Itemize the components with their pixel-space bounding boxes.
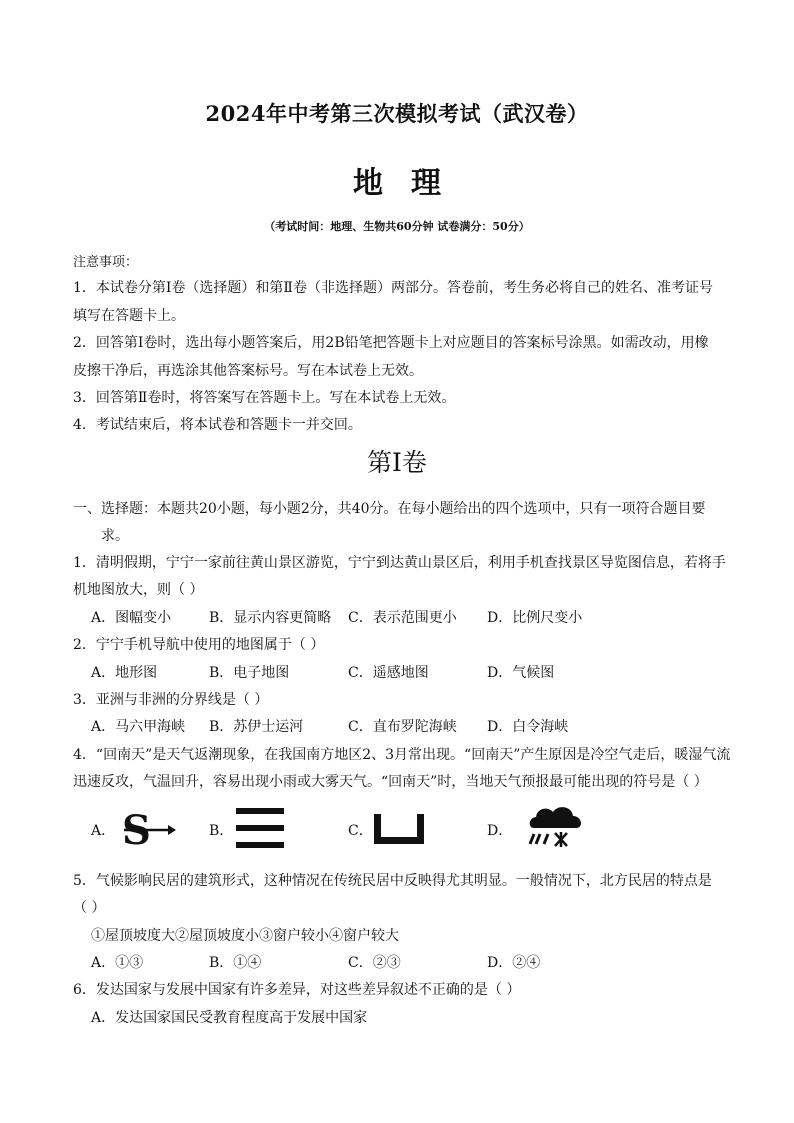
q3-option-a[interactable]: A．马六甲海峡 [91, 719, 186, 735]
q5-option-b[interactable]: B．①④ [209, 955, 262, 971]
notice-item: 2．回答第Ⅰ卷时，选出每小题答案后，用2B铅笔把答题卡上对应题目的答案标号涂黑。如需改动，用橡 [73, 335, 709, 351]
q2-option-c[interactable]: C．遥感地图 [348, 665, 429, 681]
q6-option-a[interactable]: A．发达国家国民受教育程度高于发展中国家 [91, 1010, 368, 1026]
question-5-stem: 5．气候影响民居的建筑形式，这种情况在传统民居中反映得尤其明显。一般情况下，北方民居的特点是 [73, 873, 712, 889]
svg-text:S: S [122, 807, 151, 852]
q2-option-b[interactable]: B．电子地图 [209, 665, 290, 681]
volume-title: 第Ⅰ卷 [367, 448, 427, 477]
exam-info: （考试时间：地理、生物共60分钟 试卷满分：50分） [264, 220, 530, 233]
subject-title: 地理 [353, 166, 469, 201]
notice-item: 4．考试结束后，将本试卷和答题卡一并交回。 [73, 417, 362, 433]
q3-option-d[interactable]: D．白令海峡 [487, 719, 569, 735]
question-1-stem-cont: 机地图放大，则（ ） [73, 582, 204, 598]
q1-option-d[interactable]: D．比例尺变小 [487, 610, 583, 626]
question-5-stem-cont: （ ） [73, 900, 106, 916]
q4-option-d[interactable]: D． [487, 823, 513, 839]
q1-option-b[interactable]: B．显示内容更简略 [209, 610, 332, 626]
notice-item: 3．回答第Ⅱ卷时，将答案写在答题卡上。写在本试卷上无效。 [73, 390, 456, 406]
q5-statements: ①屋顶坡度大②屋顶坡度小③窗户较小④窗户较大 [91, 928, 399, 944]
question-4-stem: 4．“回南天”是天气返潮现象，在我国南方地区2、3月常出现。“回南天”产生原因是冷空气走后，暖湿气流 [73, 747, 731, 763]
fog-symbol-icon [236, 806, 284, 850]
q2-option-a[interactable]: A．地形图 [91, 665, 158, 681]
notice-item: 1．本试卷分第Ⅰ卷（选择题）和第Ⅱ卷（非选择题）两部分。答卷前，考生务必将自己的姓名、准考证号 [73, 280, 713, 296]
exam-title: 2024年中考第三次模拟考试（武汉卷） [205, 101, 589, 126]
question-4-stem-cont: 迅速反攻，气温回升，容易出现小雨或大雾天气。“回南天”时，当地天气预报最可能出现的符号是（ ） [73, 774, 708, 790]
sandstorm-symbol-icon [120, 806, 176, 852]
notice-item: 皮擦干净后，再选涂其他答案标号。写在本试卷上无效。 [73, 363, 423, 379]
section-instruction-cont: 求。 [101, 528, 129, 544]
q3-option-b[interactable]: B．苏伊士运河 [209, 719, 304, 735]
section-instruction: 一、选择题：本题共20小题，每小题2分，共40分。在每小题给出的四个选项中，只有一项符合题目要 [73, 501, 706, 517]
light-rain-symbol-icon [374, 814, 424, 844]
q1-option-c[interactable]: C．表示范围更小 [348, 610, 457, 626]
question-2-stem: 2．宁宁手机导航中使用的地图属于（ ） [73, 637, 325, 653]
rain-snow-symbol-icon [528, 804, 584, 848]
question-1-stem: 1．清明假期，宁宁一家前往黄山景区游览，宁宁到达黄山景区后，利用手机查找景区导览图信息，若将手 [73, 555, 726, 571]
q3-option-c[interactable]: C．直布罗陀海峡 [348, 719, 457, 735]
q5-option-d[interactable]: D．②④ [487, 955, 541, 971]
q1-option-a[interactable]: A．图幅变小 [91, 610, 172, 626]
q5-option-a[interactable]: A．①③ [91, 955, 144, 971]
q4-option-a[interactable]: A． [91, 823, 116, 839]
q2-option-d[interactable]: D．气候图 [487, 665, 555, 681]
q5-option-c[interactable]: C．②③ [348, 955, 401, 971]
question-3-stem: 3．亚洲与非洲的分界线是（ ） [73, 692, 269, 708]
q4-option-c[interactable]: C． [348, 823, 373, 839]
q4-option-b[interactable]: B． [209, 823, 234, 839]
question-6-stem: 6．发达国家与发展中国家有许多差异，对这些差异叙述不正确的是（ ） [73, 982, 521, 998]
notice-item: 填写在答题卡上。 [73, 308, 185, 324]
notice-heading: 注意事项： [73, 255, 139, 270]
